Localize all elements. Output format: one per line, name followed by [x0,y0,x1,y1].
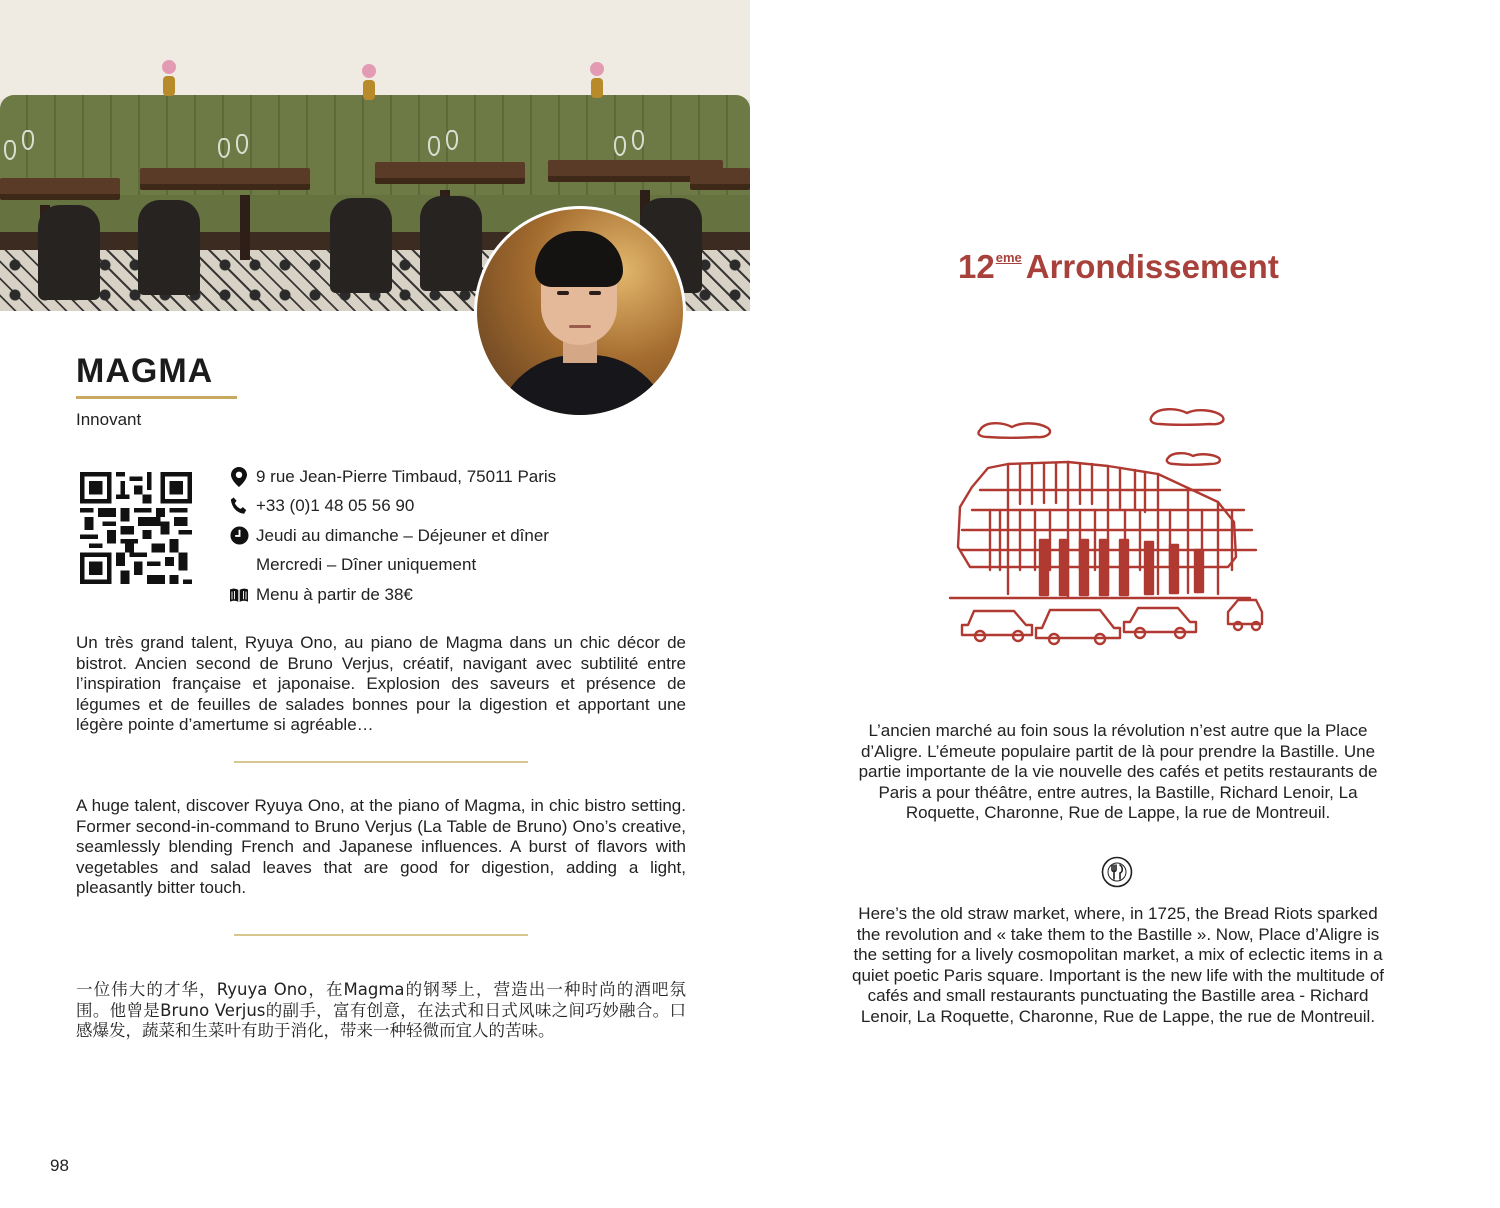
arrondissement-label: Arrondissement [1025,248,1279,285]
menu-price-text: Menu à partir de 38€ [256,584,413,604]
description-english: A huge talent, discover Ryuya Ono, at the piano of Magma, in chic bistro setting. Former second-in-command to Bruno Verjus (La Table de Bruno) Ono’s creative, seamlessly blending French and Japanese influences. A burst of flavors with vegetables and salad leaves that are good for digestion, adding a light, pleasantly bitter touch. [76,796,686,897]
restaurant-name: MAGMA [76,352,214,390]
wine-glass [236,134,248,154]
arrondissement-heading [958,248,1279,286]
wine-glass [218,138,230,158]
address-text: 9 rue Jean-Pierre Timbaud, 75011 Paris [256,466,557,486]
restaurant-category: Innovant [76,410,142,429]
hours-row-2 [228,551,556,581]
address-row [228,462,556,492]
dining-table [690,168,750,190]
chef-mouth [569,325,591,328]
phone-text: +33 (0)1 48 05 56 90 [256,496,415,516]
flower [362,64,376,78]
phone-icon [228,496,250,516]
page-number: 98 [50,1156,69,1175]
menu-book-icon [228,585,250,605]
wine-glass [614,136,626,156]
flower [590,62,604,76]
section-divider [234,934,528,936]
hours-line-2: Mercredi – Dîner uniquement [256,555,477,575]
location-pin-icon [228,467,250,487]
flower-vase [163,76,175,96]
section-divider [234,761,528,763]
dining-table [375,162,525,184]
hours-line-1: Jeudi au dimanche – Déjeuner et dîner [256,525,549,545]
chef-hair [535,231,623,287]
dining-table [140,168,310,190]
chef-portrait [474,206,686,418]
clock-icon [228,526,250,546]
arrondissement-suffix: eme [995,250,1022,265]
plate-cutlery-icon [1100,855,1134,889]
wine-glass [4,140,16,160]
menu-row [228,580,556,610]
arrondissement-number: 12 [958,248,995,285]
chef-shirt [495,355,671,418]
restaurant-info [228,462,556,610]
flower-vase [591,78,603,98]
black-chair [138,200,200,295]
black-chair [330,198,392,293]
chef-eye [557,291,569,295]
flower [162,60,176,74]
hours-row [228,521,556,551]
intro-english: Here’s the old straw market, where, in 1725, the Bread Riots sparked the revolution and « take them to the Bastille ». Now, Place d’Aligre is the setting for a lively cosmopolitan market, a mix of eclectic items in a quiet poetic Paris square. Important is the new life with the multitude of cafés and small restaurants punctuating the Bastille area - Richard Lenoir, La Roquette, Charonne, Rue de Lappe, the rue de Montreuil. [852,904,1384,1026]
wine-glass [428,136,440,156]
wine-glass [446,130,458,150]
flower-vase [363,80,375,100]
wine-glass [22,130,34,150]
description-chinese: 一位伟大的才华，Ryuya Ono，在Magma的钢琴上，营造出一种时尚的酒吧氛围。他曾是Bruno Verjus的副手，富有创意，在法式和日式风味之间巧妙融合。口感爆发，蔬菜和生菜叶有助于消化，带来一种轻微而宜人的苦味。 [76,980,686,1040]
intro-french: L’ancien marché au foin sous la révolution n’est autre que la Place d’Aligre. L’émeute populaire partit de là pour prendre la Bastille. Une partie importante de la vie nouvelle des cafés et petits restaurants de Paris a pour théâtre, entre autres, la Bastille, Richard Lenoir, La Roquette, Charonne, Rue de Lappe, la rue de Montreuil. [858,721,1378,822]
table-leg [240,195,250,260]
title-underline [76,396,237,399]
black-chair [420,196,482,291]
bastille-opera-illustration [940,400,1270,650]
phone-row [228,492,556,522]
dining-table [0,178,120,200]
black-chair [38,205,100,300]
chef-eye [589,291,601,295]
description-french: Un très grand talent, Ryuya Ono, au piano de Magma dans un chic décor de bistrot. Ancien second de Bruno Verjus, créatif, navigant avec subtilité entre l’inspiration française et japonaise. Explosion des saveurs et présence de légumes et de feuilles de salades bonnes pour la digestion et apportant une légère pointe d’amertume si agréable… [76,633,686,734]
qr-code-icon[interactable] [80,472,192,584]
wine-glass [632,130,644,150]
